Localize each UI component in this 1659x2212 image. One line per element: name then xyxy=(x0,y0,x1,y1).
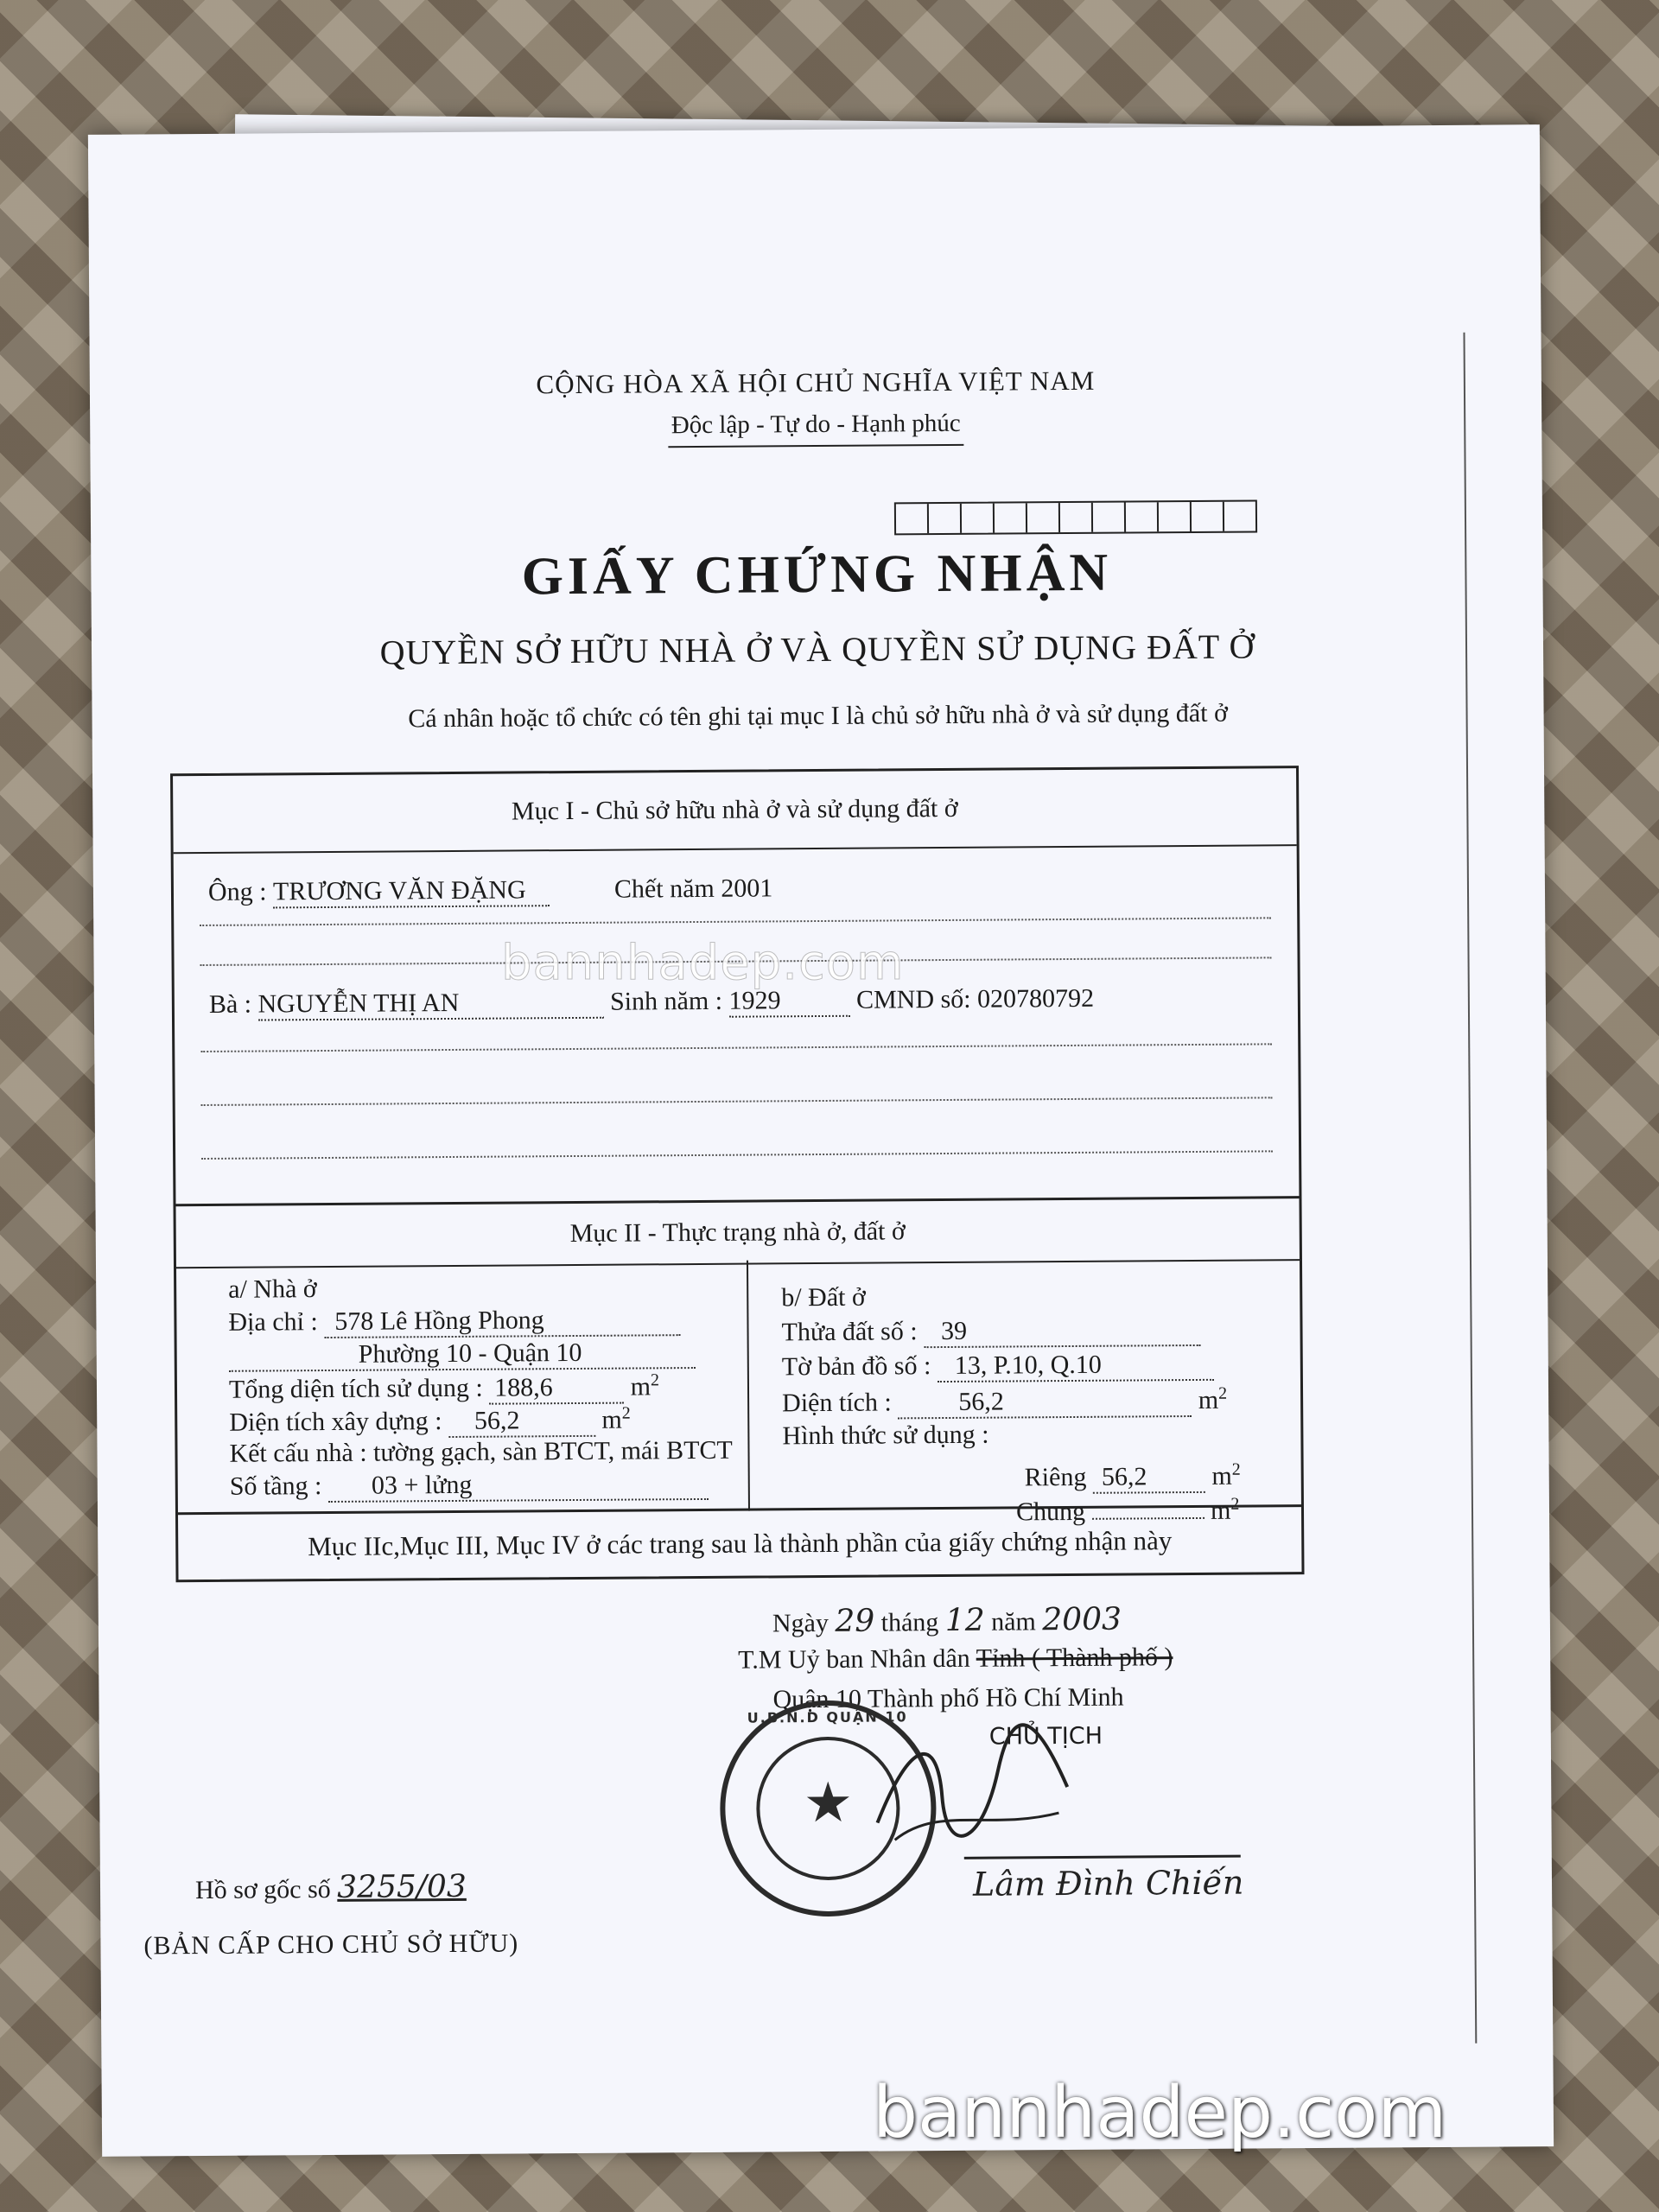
land-heading: b/ Đất ở xyxy=(781,1282,866,1313)
dotted-line xyxy=(201,1150,1273,1160)
map-row xyxy=(782,1350,1214,1383)
structure-value: tường gạch, sàn BTCT, mái BTCT xyxy=(373,1435,733,1467)
house-heading: a/ Nhà ở xyxy=(228,1274,317,1304)
certificate-page xyxy=(88,124,1554,2157)
section1-heading: Mục I - Chủ sở hữu nhà ở và sử dụng đất ở xyxy=(173,768,1297,854)
owner1-name: TRƯƠNG VĂN ĐẶNG xyxy=(273,875,550,908)
month-value: 12 xyxy=(944,1602,985,1639)
year-label: năm xyxy=(991,1607,1036,1637)
shared-unit: m xyxy=(1210,1496,1231,1525)
document-subtitle: QUYỀN SỞ HỮU NHÀ Ở VÀ QUYỀN SỬ DỤNG ĐẤT Ở xyxy=(379,626,1255,672)
floors-value: 03 + lửng xyxy=(328,1469,709,1503)
watermark-bottom: bannhadep.com xyxy=(873,2072,1447,2154)
address-line2: Phường 10 - Quận 10 xyxy=(229,1338,696,1372)
role-line: CHỦ TỊCH xyxy=(988,1722,1103,1751)
map-label: Tờ bản đồ số : xyxy=(781,1351,931,1382)
signer-name: Lâm Đình Chiến xyxy=(972,1863,1244,1904)
map-value: 13, P.10, Q.10 xyxy=(938,1350,1214,1382)
total-area-row xyxy=(229,1370,659,1406)
day-label: Ngày xyxy=(772,1608,829,1638)
owner1-row xyxy=(208,874,773,909)
total-area-unit-exp: 2 xyxy=(650,1370,660,1390)
structure-row xyxy=(229,1436,733,1469)
signature-scribble xyxy=(860,1718,1085,1858)
build-area-value: 56,2 xyxy=(448,1406,595,1438)
owner2-name: NGUYỄN THỊ AN xyxy=(257,988,603,1021)
column-divider xyxy=(747,1261,750,1511)
total-area-unit: m xyxy=(630,1372,652,1402)
total-area-label: Tổng diện tích sử dụng : xyxy=(228,1373,483,1404)
owner2-birth-label: Sinh năm : xyxy=(609,986,723,1016)
shared-label: Chung xyxy=(1015,1497,1086,1527)
owner2-id-label: CMND số: xyxy=(855,984,971,1014)
motto-text: Độc lập - Tự do - Hạnh phúc xyxy=(668,410,964,448)
owner1-label: Ông : xyxy=(207,877,267,906)
serial-number-box xyxy=(894,499,1257,535)
date-line xyxy=(772,1602,1122,1640)
build-area-unit: m xyxy=(601,1405,622,1434)
house-address-row xyxy=(228,1305,680,1339)
private-label: Riêng xyxy=(1024,1462,1087,1492)
shared-unit-exp: 2 xyxy=(1230,1494,1240,1514)
seal-text: U.B.N.D QUẬN 10 xyxy=(747,1708,908,1726)
owner2-birth: 1929 xyxy=(728,986,849,1018)
build-area-label: Diện tích xây dựng : xyxy=(229,1407,442,1437)
land-area-unit-exp: 2 xyxy=(1217,1383,1228,1403)
private-unit: m xyxy=(1211,1461,1232,1491)
plot-row xyxy=(781,1315,1200,1349)
dotted-line xyxy=(200,1043,1272,1052)
private-unit-exp: 2 xyxy=(1231,1459,1241,1479)
authority-struck: Tỉnh ( Thành phố ) xyxy=(976,1643,1173,1673)
authority-line xyxy=(738,1643,1173,1675)
star-icon: ★ xyxy=(803,1770,854,1835)
dotted-line xyxy=(201,1096,1273,1106)
private-value: 56,2 xyxy=(1093,1462,1205,1494)
authority-prefix: T.M Uỷ ban Nhân dân xyxy=(738,1643,970,1675)
usage-row: Hình thức sử dụng : xyxy=(782,1420,989,1451)
private-row xyxy=(1025,1460,1241,1495)
plot-value: 39 xyxy=(924,1315,1200,1348)
file-number: 3255/03 xyxy=(337,1868,467,1905)
land-area-unit: m xyxy=(1198,1385,1219,1414)
house-address-row2 xyxy=(229,1338,696,1372)
floors-label: Số tầng : xyxy=(229,1471,322,1501)
section2-heading: Mục II - Thực trạng nhà ở, đất ở xyxy=(175,1196,1299,1268)
land-area-label: Diện tích : xyxy=(782,1388,892,1418)
floors-row xyxy=(230,1469,709,1503)
district-line: Quận 10 Thành phố Hồ Chí Minh xyxy=(772,1682,1124,1714)
build-area-row xyxy=(229,1404,631,1440)
address-line1: 578 Lê Hồng Phong xyxy=(324,1305,680,1338)
main-table xyxy=(170,766,1305,1582)
owner1-note: Chết năm 2001 xyxy=(613,874,773,904)
copy-note: (BẢN CẤP CHO CHỦ SỞ HỮU) xyxy=(143,1929,519,1961)
build-area-unit-exp: 2 xyxy=(621,1403,631,1423)
country-header: CỘNG HÒA XÃ HỘI CHỦ NGHĨA VIỆT NAM xyxy=(536,365,1096,400)
total-area-value: 188,6 xyxy=(489,1373,624,1405)
table-footer-note: Mục IIc,Mục III, Mục IV ở các trang sau là thành phần của giấy chứng nhận này xyxy=(178,1504,1302,1580)
file-label: Hồ sơ gốc số xyxy=(194,1874,331,1905)
plot-label: Thửa đất số : xyxy=(781,1317,918,1347)
file-number-line xyxy=(195,1869,467,1906)
owner2-label: Bà : xyxy=(208,989,252,1019)
dotted-line xyxy=(200,917,1271,926)
day-value: 29 xyxy=(835,1603,875,1639)
intro-text: Cá nhân hoặc tổ chức có tên ghi tại mục I là chủ sở hữu nhà ở và sử dụng đất ở xyxy=(408,698,1228,734)
address-label: Địa chỉ : xyxy=(228,1307,318,1337)
structure-label: Kết cấu nhà : xyxy=(229,1438,367,1468)
owner2-id: 020780792 xyxy=(976,983,1095,1014)
document-title: GIẤY CHỨNG NHẬN xyxy=(521,543,1113,607)
watermark-center: bannhadep.com xyxy=(501,935,905,991)
month-label: tháng xyxy=(880,1608,939,1637)
land-area-value: 56,2 xyxy=(898,1386,1192,1419)
land-area-row xyxy=(782,1384,1227,1421)
year-value: 2003 xyxy=(1042,1601,1122,1638)
